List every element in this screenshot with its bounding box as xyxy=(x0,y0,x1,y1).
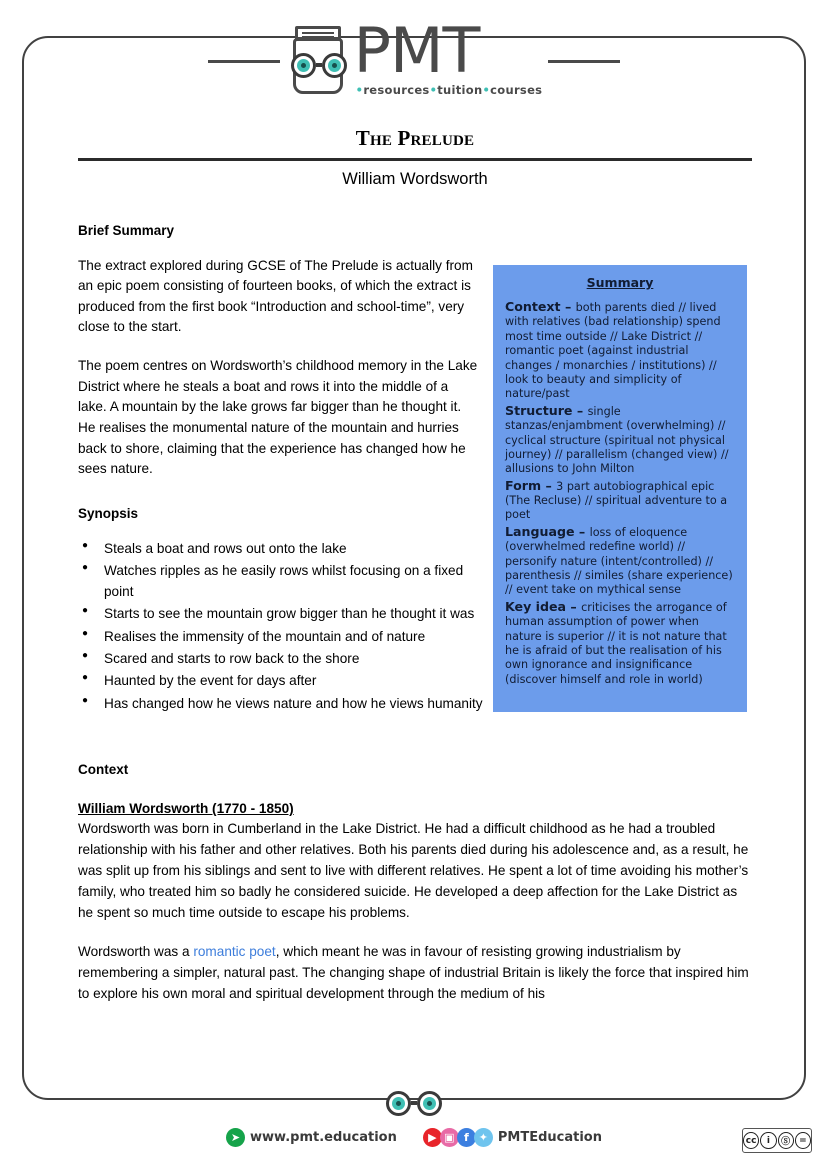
summary-dash-0: – xyxy=(560,299,576,314)
cc-nc-icon: Ⓢ xyxy=(778,1132,794,1149)
footer xyxy=(0,1128,828,1147)
summary-label-language: Language xyxy=(505,523,575,539)
brief-summary-paragraph-1: The extract explored during GCSE of The Prelude is actually from an epic poem consisting of fourteen books, of which the extract is produced from the first book “Introduction and school-time”, very close to the start. xyxy=(78,257,473,335)
eye-left-icon xyxy=(297,59,310,72)
heading-brief-summary: Brief Summary xyxy=(78,222,175,238)
creative-commons-badge xyxy=(742,1128,812,1153)
list-item: ● Scared and starts to row back to the shore xyxy=(78,649,488,669)
pmt-book-glasses-icon xyxy=(286,24,352,98)
logo-wordmark: PMT xyxy=(353,13,480,87)
facebook-icon[interactable]: f xyxy=(457,1128,476,1147)
youtube-icon[interactable]: ▶ xyxy=(423,1128,442,1147)
tagline-resources: resources xyxy=(363,83,430,98)
cursor-icon: ➤ xyxy=(226,1128,245,1147)
summary-text-form: 3 part autobiographical epic (The Recluse) // spiritual adventure to a poet xyxy=(505,479,728,522)
summary-label-structure: Structure xyxy=(505,402,573,418)
summary-dash-1: – xyxy=(572,402,588,418)
brief-summary-paragraph-2: The poem centres on Wordsworth’s childhood memory in the Lake District where he steals a boat and rows it into the middle of a lake. A mountain by the lake grows far bigger than he thought it. He realises the monumental nature of the mountain and hurries back to shore, claiming that the experience has changed how he sees nature. xyxy=(78,358,478,477)
cc-nd-icon: = xyxy=(795,1132,811,1149)
tagline-dot-3: • xyxy=(482,83,491,98)
summary-dash-4: – xyxy=(566,598,582,614)
summary-label-key-idea: Key idea xyxy=(505,598,567,614)
list-item: ● Watches ripples as he easily rows whilst focusing on a fixed point xyxy=(78,561,488,602)
footer-website-group[interactable] xyxy=(226,1128,397,1147)
list-item: ● Realises the immensity of the mountain and of nature xyxy=(78,627,488,647)
summary-text-structure: single stanzas/enjambment (overwhelming) // cyclical structure (spiritual not physical journey) // parallelism (changed view) // allusions to John Milton xyxy=(505,404,729,476)
footer-lens-left xyxy=(386,1091,411,1116)
footer-social-group[interactable] xyxy=(423,1128,602,1147)
brief-summary-column xyxy=(78,256,478,481)
eye-right-icon xyxy=(328,59,341,72)
summary-entry-structure xyxy=(505,403,735,477)
context-paragraph-2 xyxy=(78,941,752,1004)
summary-box-title: Summary xyxy=(586,275,654,290)
social-icons xyxy=(423,1128,491,1147)
summary-entry-language xyxy=(505,524,735,598)
context-p2-before: Wordsworth was a xyxy=(78,943,194,959)
subheading-william-wordsworth: William Wordsworth (1770 - 1850) xyxy=(78,801,294,817)
glasses-bridge xyxy=(316,63,322,67)
logo-rule-left xyxy=(208,60,280,63)
summary-label-form: Form xyxy=(505,477,542,493)
footer-eye-left-icon xyxy=(392,1097,405,1110)
heading-context: Context xyxy=(78,762,129,778)
document-author: William Wordsworth xyxy=(342,169,488,188)
summary-box xyxy=(493,265,747,712)
list-item: ● Starts to see the mountain grow bigger than he thought it was xyxy=(78,604,488,624)
synopsis-list xyxy=(78,539,488,714)
footer-eye-right-icon xyxy=(423,1097,436,1110)
tagline-dot-2: • xyxy=(429,83,438,98)
list-item: ● Steals a boat and rows out onto the lake xyxy=(78,539,488,559)
footer-glasses-icon xyxy=(381,1090,447,1116)
logo-rule-right xyxy=(548,60,620,63)
glasses-lens-left xyxy=(291,53,316,78)
twitter-icon[interactable]: ✦ xyxy=(474,1128,493,1147)
glasses-lens-right xyxy=(322,53,347,78)
context-paragraph-1: Wordsworth was born in Cumberland in the Lake District. He had a difficult childhood as he had a troubled relationship with his father and other relatives. Both his parents died during his adolescence and, as a result, he was split up from his siblings and sent to live with different relatives. He spent a lot of time avoiding his mother’s family, who treated him so badly he considered suicide. He developed a deep affection for the Lake District as he spent so much time outside to escape his problems. xyxy=(78,821,749,921)
romantic-poet-link[interactable]: romantic poet xyxy=(193,943,276,959)
instagram-icon[interactable]: ▣ xyxy=(440,1128,459,1147)
tagline-tuition: tuition xyxy=(437,83,483,98)
cc-by-icon: i xyxy=(760,1132,776,1149)
tagline-courses: courses xyxy=(490,83,543,98)
summary-text-language: loss of eloquence (overwhelmed redefine world) // personify nature (intent/controlled) // parenthesis // similes (share experience) // event take on mythical sense xyxy=(505,525,733,597)
list-item: ● Has changed how he views nature and how he views humanity xyxy=(78,694,488,714)
summary-entry-context xyxy=(505,299,735,402)
glasses-icon xyxy=(285,52,353,78)
summary-entry-form xyxy=(505,478,735,523)
summary-dash-3: – xyxy=(574,523,590,539)
footer-website-label[interactable]: www.pmt.education xyxy=(250,1130,397,1145)
summary-label-context: Context xyxy=(505,299,561,314)
tagline-dot-1: • xyxy=(355,83,364,98)
summary-dash-2: – xyxy=(541,477,557,493)
pmt-logo-header xyxy=(0,13,828,102)
logo-text-block xyxy=(353,13,543,98)
cc-icon: cc xyxy=(743,1132,759,1149)
footer-social-label[interactable]: PMTEducation xyxy=(497,1130,602,1145)
summary-text-key-idea: criticises the arrogance of human assumption of power when nature is superior // it is not nature that he is afraid of but the realisation of his own ignorance and insignificance (discover himself and role in world) xyxy=(505,600,727,686)
title-divider xyxy=(78,158,752,161)
summary-entry-key-idea xyxy=(505,599,735,687)
summary-text-context: both parents died // lived with relatives (bad relationship) spend most time outside // Lake District // romantic poet (against industrial changes / monarchies / institutions) // look to beauty and simplicity of nature/past xyxy=(505,301,721,401)
page-title: The Prelude xyxy=(355,126,475,150)
heading-synopsis: Synopsis xyxy=(78,506,139,522)
context-p2-after: , which meant he was in favour of resisting growing industrialism by remembering a simpler, natural past. The changing shape of industrial Britain is likely the force that inspired him to explore his own moral and spiritual development through the medium of his xyxy=(78,943,749,1001)
logo-tagline xyxy=(356,83,543,97)
list-item: ● Haunted by the event for days after xyxy=(78,671,488,691)
footer-lens-right xyxy=(417,1091,442,1116)
